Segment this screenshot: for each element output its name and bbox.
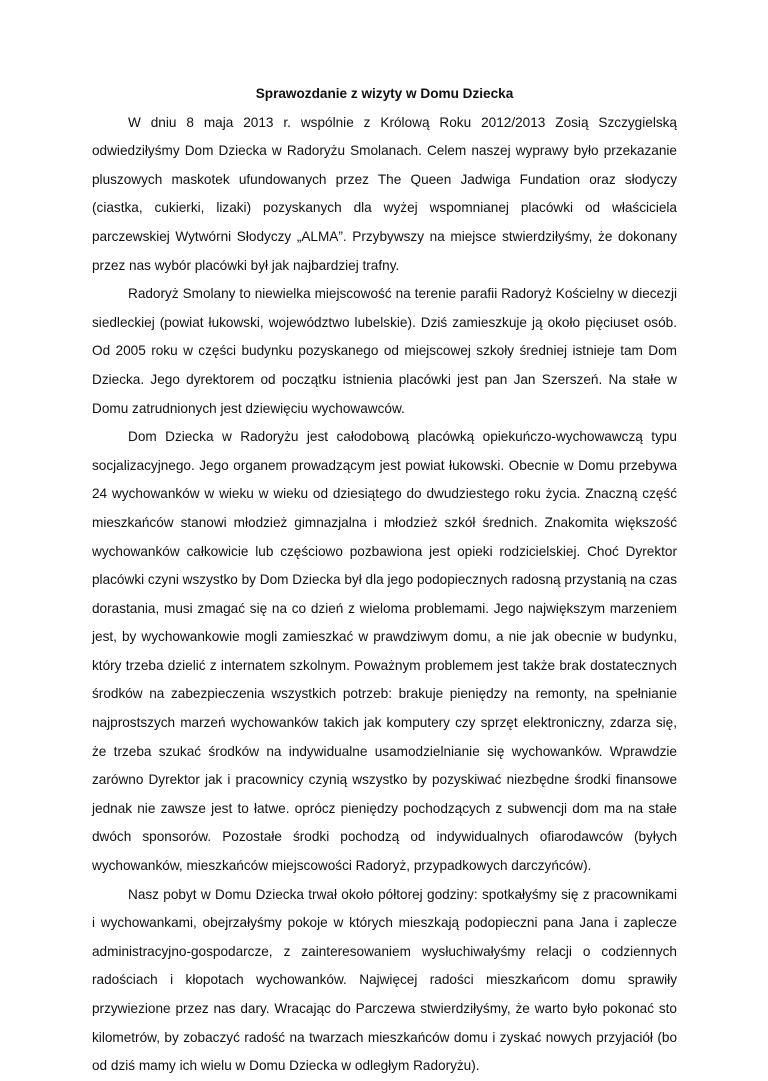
paragraph-visit-intro: W dniu 8 maja 2013 r. wspólnie z Królową Roku 2012/2013 Zosią Szczygielską odwiedziłyśmy Dom Dziecka w Radoryżu Smolanach. Celem naszej wyprawy było przekazanie pluszowych maskotek ufundowanych przez The Queen Jadwiga Fundation oraz słodyczy (ciastka, cukierki, lizaki) pozyskanych dla wyżej wspomnianej placówki od właściciela parczewskiej Wytwórni Słodyczy „ALMA”. Przybywszy na miejsce stwierdziłyśmy, że dokonany przez nas wybór placówki był jak najbardziej trafny. <box>92 114 677 273</box>
paragraph-orphanage-details: Dom Dziecka w Radoryżu jest całodobową placówką opiekuńczo-wychowawczą typu socjalizacyjnego. Jego organem prowadzącym jest powiat łukowski. Obecnie w Domu przebywa 24 wychowanków w wieku w wieku od dziesiątego do dwudziestego roku życia. Znaczną część mieszkańców stanowi młodzież gimnazjalna i młodzież szkół średnich. Znakomita większość wychowanków całkowicie lub częściowo pozbawiona jest opieki rodzicielskiej. Choć Dyrektor placówki czyni wszystko by Dom Dziecka był dla jego podopiecznych radosną przystanią na czas dorastania, musi zmagać się na co dzień z wieloma problemami. Jego największym marzeniem jest, by wychowankowie mogli zamieszkać w prawdziwym domu, a nie jak obecnie w budynku, który trzeba dzielić z internatem szkolnym. Poważnym problemem jest także brak dostatecznych środków na zabezpieczenia wszystkich potrzeb: brakuje pieniędzy na remonty, na spełnianie najprostszych marzeń wychowanków takich jak komputery czy sprzęt elektroniczny, zdarza się, że trzeba szukać środków na indywidualne usamodzielnianie się wychowanków. Wprawdzie zarówno Dyrektor jak i pracownicy czynią wszystko by pozyskiwać niezbędne środki finansowe jednak nie zawsze jest to łatwe. oprócz pieniędzy pochodzących z subwencji dom ma na stałe dwóch sponsorów. Pozostałe środki pochodzą od indywidualnych ofiarodawców (byłych wychowanków, mieszkańców miejscowości Radoryż, przypadkowych darczyńców). <box>92 429 677 874</box>
paragraph-village-description: Radoryż Smolany to niewielka miejscowość na terenie parafii Radoryż Kościelny w diecezji siedleckiej (powiat łukowski, województwo lubelskie). Dziś zamieszkuje ją około pięciuset osób. Od 2005 roku w części budynku pozyskanego od miejscowej szkoły średniej istnieje tam Dom Dziecka. Jego dyrektorem od początku istnienia placówki jest pan Jan Szerszeń. Na stałe w Domu zatrudnionych jest dziewięciu wychowawców. <box>92 286 677 416</box>
document-title: Sprawozdanie z wizyty w Domu Dziecka <box>255 86 514 101</box>
document-page <box>92 80 677 1081</box>
paragraph-visit-summary: Nasz pobyt w Domu Dziecka trwał około półtorej godziny: spotkałyśmy się z pracownikami i wychowankami, obejrzałyśmy pokoje w których mieszkają podopieczni pana Jana i zaplecze administracyjno-gospodarcze, z zainteresowaniem wysłuchiwałyśmy relacji o codziennych radościach i kłopotach wychowanków. Najwięcej radości mieszkańcom domu sprawiły przywiezione przez nas dary. Wracając do Parczewa stwierdziłyśmy, że warto było pokonać sto kilometrów, by zobaczyć radość na twarzach mieszkańców domu i zyskać nowych przyjaciół (bo od dziś mamy ich wielu w Domu Dziecka w odległym Radoryżu). <box>92 886 677 1074</box>
